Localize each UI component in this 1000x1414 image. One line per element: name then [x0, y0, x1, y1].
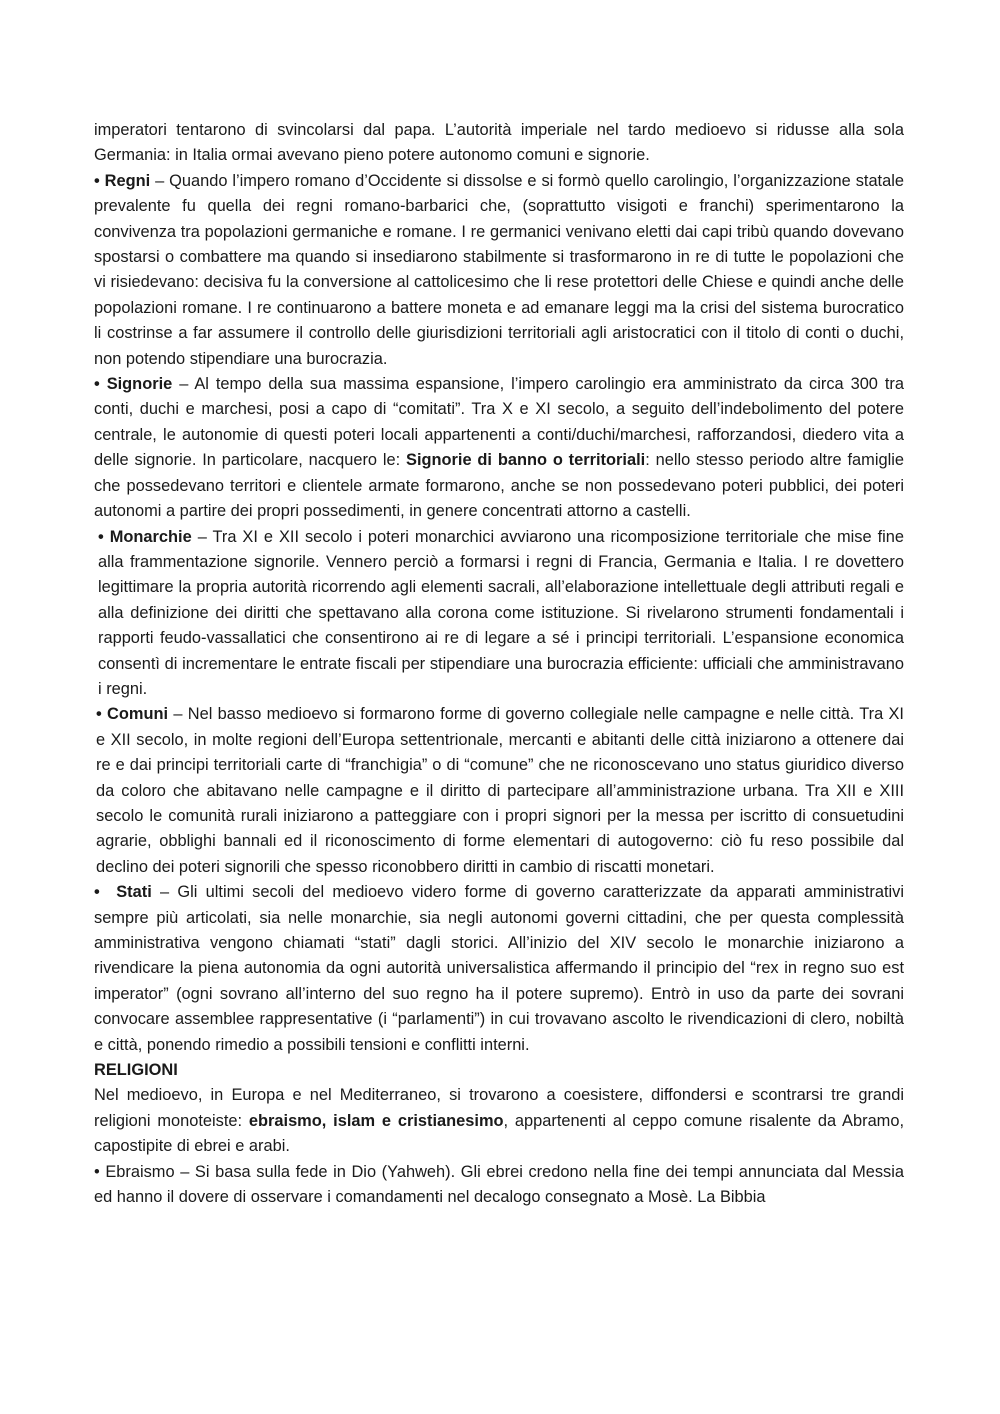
text-stati: – Gli ultimi secoli del medioevo videro forme di governo caratterizzate da apparati amministrativi sempre più articolati, sia nelle monarchie, sia negli autonomi governi cittadini, che per questa complessità amministrativa vengono chiamati “stati” dagli storici. All’inizio del XIV secolo le monarchie iniziarono a rivendicare la piena autonomia da ogni autorità universalistica affermando il principio del “rex in regno suo est imperator” (ogni sovrano all’interno del suo regno ha il potere supremo). Entrò in uso da parte dei sovrani convocare assemblee rappresentative (i “parlamenti”) in cui trovavano ascolto le rivendicazioni di clero, nobiltà e città, ponendo rimedio a possibili tensioni e conflitti interni. [94, 883, 904, 1054]
bold-signorie-banno: Signorie di banno o territoriali [406, 451, 646, 470]
bold-religioni-list: ebraismo, islam e cristianesimo [248, 1111, 504, 1130]
paragraph-comuni [94, 702, 904, 880]
heading-religioni [94, 1058, 904, 1083]
paragraph-ebraismo: • Ebraismo – Si basa sulla fede in Dio (Yahweh). Gli ebrei credono nella fine dei tempi annunciata dal Messia ed hanno il dovere di osservare i comandamenti nel decalogo consegnato a Mosè. La Bibbia [94, 1162, 904, 1207]
heading-signorie: Signorie [106, 375, 173, 394]
text-signorie-c: : nello stesso periodo altre famiglie che possedevano territori e clientele armate formarono, anche se non possedevano poteri pubblici, dei poteri autonomi a partire dei propri possedimenti, in genere concentrati attorno a castelli. [94, 451, 904, 521]
bullet-comuni: • [96, 705, 102, 724]
heading-religioni-text: RELIGIONI [94, 1061, 178, 1080]
paragraph-signorie [94, 372, 904, 524]
paragraph-regni [94, 169, 904, 372]
heading-regni: Regni [104, 171, 151, 190]
bullet-signorie: • [94, 375, 100, 394]
paragraph-intro: imperatori tentarono di svincolarsi dal papa. L’autorità imperiale nel tardo medioevo si ridusse alla sola Germania: in Italia ormai avevano pieno potere autonomo comuni e signorie. [94, 121, 904, 165]
text-monarchie: – Tra XI e XII secolo i poteri monarchici avviarono una ricomposizione territoriale che mise fine alla frammentazione signorile. Vennero perciò a formarsi i regni di Francia, Germania e Italia. I re dovettero legittimare la propria autorità ricorrendo agli elementi sacrali, all’elaborazione intellettuale degli attributi regali e alla definizione dei diritti che spettavano alla corona come istituzione. Si rivelarono strumenti fondamentali i rapporti feudo-vassallatici che consentirono ai re di legare a sé i principi territoriali. L’espansione economica consentì di incrementare le entrate fiscali per stipendiare una burocrazia efficiente: ufficiali che amministravano i regni. [98, 527, 904, 698]
bullet-monarchie: • [98, 527, 104, 546]
bullet-regni: • [94, 171, 100, 190]
text-comuni: – Nel basso medioevo si formarono forme di governo collegiale nelle campagne e nelle città. Tra XI e XII secolo, in molte regioni dell’Europa settentrionale, mercanti e abitanti delle città iniziarono a ottenere dai re e dai principi territoriali carte di “franchigia” o di “comune” che ne riconoscevano uno status giuridico diverso da coloro che abitavano nelle campagne e il diritto di partecipare all’amministrazione urbana. Tra XII e XIII secolo le comunità rurali iniziarono a patteggiare con i propri signori per la messa per iscritto di consuetudini agrarie, obblighi bannali ed il riconoscimento di forme elementari di autogoverno: ciò fu reso possibile dal declino dei poteri signorili che spesso riconobbero diritti in cambio di riscatti monetari. [96, 705, 904, 876]
text-signorie-a: – Al tempo della sua massima espansione, l’impero carolingio era amministrato da circa 300 tra conti, duchi e marchesi, posi a capo di “comitati”. Tra X e XI secolo, a seguito dell’indebolimento del potere centrale, le autonomie di questi poteri locali appartenenti a conti/duchi/marchesi, rafforzandosi, diedero vita a delle signorie. In particolare, nacquero le: [94, 375, 904, 470]
paragraph-monarchie [94, 525, 904, 703]
text-religioni-c: , appartenenti al ceppo comune risalente da Abramo, capostipite di ebrei e arabi. [94, 1111, 905, 1156]
text-regni: – Quando l’impero romano d’Occidente si dissolse e si formò quello carolingio, l’organizzazione statale prevalente fu quella dei regni romano-barbarici che, (soprattutto visigoti e franchi) sperimentarono la convivenza tra popolazioni germaniche e romane. I re germanici venivano eletti dai capi tribù quando dovevano spostarsi o combattere ma quando si insediarono stabilmente si trasformarono in re di tutte le popolazioni che vi risiedevano: decisiva fu la conversione al cattolicesimo che li rese protettori delle Chiese e quindi anche delle popolazioni romane. I re continuarono a battere moneta e ad emanare leggi ma la crisi del sistema burocratico li costrinse a far assumere il controllo delle giurisdizioni territoriali agli aristocratici con il titolo di conti o duchi, non potendo stipendiare una burocrazia. [94, 171, 904, 368]
heading-comuni: Comuni [107, 705, 169, 724]
paragraph-stati [94, 880, 904, 1058]
heading-stati: Stati [116, 883, 152, 902]
paragraph-religioni [94, 1083, 904, 1159]
bullet-stati: • [94, 883, 100, 902]
document-page [94, 118, 904, 1210]
heading-monarchie: Monarchie [109, 527, 192, 546]
text-religioni-a: Nel medioevo, in Europa e nel Mediterraneo, si trovarono a coesistere, diffondersi e scontrarsi tre grandi religioni monoteiste: [94, 1086, 904, 1130]
